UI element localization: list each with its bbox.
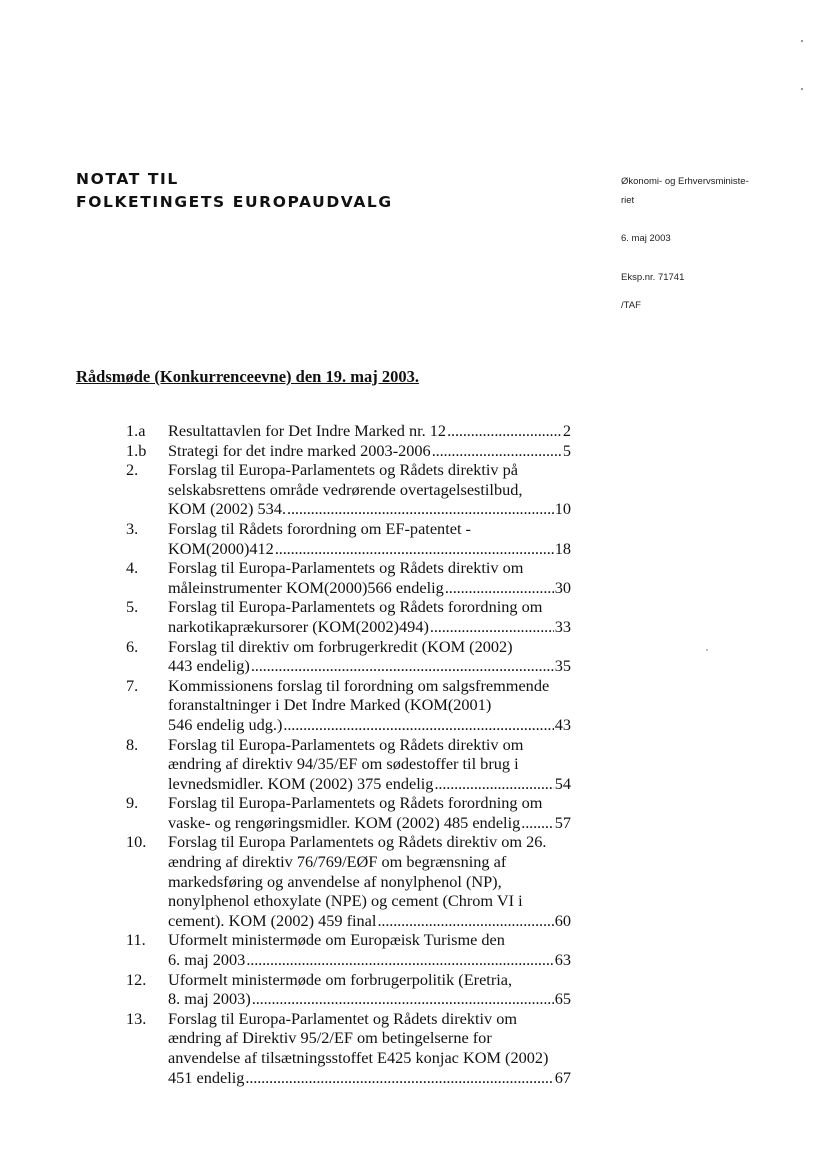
dot-leader <box>377 911 553 931</box>
toc-entry-text: Forslag til Europa-Parlamentet og Rådets direktiv om <box>168 1008 518 1028</box>
toc-entry-number: 12. <box>126 969 147 989</box>
memo-title <box>76 168 393 214</box>
memo-date: 6. maj 2003 <box>621 233 671 244</box>
toc-entry <box>0 970 832 1009</box>
toc-entry-text: Uformelt ministermøde om forbrugerpolitik (Eretria, <box>168 969 513 989</box>
toc-entry-text: narkotikaprækursorer (KOM(2002)494) <box>168 616 429 636</box>
dot-leader <box>447 421 562 441</box>
toc-entry-text: Forslag til direktiv om forbrugerkredit (KOM (2002) <box>168 636 513 656</box>
toc-entry-number: 5. <box>126 597 139 617</box>
dot-leader <box>251 656 554 676</box>
toc-entry-text: Resultattavlen for Det Indre Marked nr. 12 <box>168 421 447 440</box>
toc-entry <box>0 1009 832 1087</box>
toc-entry <box>0 793 832 832</box>
toc-entry <box>0 832 832 930</box>
toc-entry-number: 11. <box>126 930 146 950</box>
toc-page-number: 63 <box>554 950 571 970</box>
toc-entry-number: 9. <box>126 793 139 813</box>
toc-entry-text: KOM (2002) 534. <box>168 499 287 519</box>
case-number: Eksp.nr. 71741 <box>621 272 685 283</box>
toc-entry-text: Forslag til Europa Parlamentets og Rådets direktiv om 26. <box>168 832 547 852</box>
toc-entry-text: Forslag til Europa-Parlamentets og Rådets forordning om <box>168 793 543 813</box>
toc-page-number: 5 <box>562 440 571 460</box>
ministry-line-2: riet <box>621 195 635 206</box>
toc-entry-number: 13. <box>126 1008 147 1028</box>
toc-entry-number: 1.a <box>126 421 146 440</box>
toc-page-number: 30 <box>554 577 571 597</box>
dot-leader <box>283 715 553 735</box>
meeting-heading: Rådsmøde (Konkurrenceevne) den 19. maj 2003. <box>76 367 419 386</box>
scan-speck <box>801 88 803 90</box>
toc-entry-text: Forslag til Rådets forordning om EF-patentet - <box>168 518 471 538</box>
scan-speck <box>801 40 803 42</box>
toc-page-number: 60 <box>554 910 571 930</box>
toc-entry <box>0 460 832 519</box>
table-of-contents <box>0 421 832 1087</box>
dot-leader <box>252 989 554 1009</box>
toc-entry-number: 7. <box>126 675 139 695</box>
toc-entry-number: 1.b <box>126 440 147 460</box>
toc-entry <box>0 676 832 735</box>
toc-entry-text: markedsføring og anvendelse af nonylphenol (NP), <box>168 871 502 891</box>
toc-entry-text: ændring af direktiv 76/769/EØF om begrænsning af <box>168 852 507 872</box>
dot-leader <box>521 813 553 833</box>
memo-title-line-1: NOTAT TIL <box>76 170 179 188</box>
toc-entry-number: 10. <box>126 832 147 852</box>
toc-entry-text: vaske- og rengøringsmidler. KOM (2002) 485 endelig <box>168 812 521 832</box>
toc-entry-text: foranstaltninger i Det Indre Marked (KOM(2001) <box>168 695 492 715</box>
toc-entry-text: KOM(2000)412 <box>168 538 274 558</box>
toc-entry-text: 8. maj 2003) <box>168 989 251 1009</box>
memo-title-line-2: FOLKETINGETS EUROPAUDVALG <box>76 193 393 211</box>
dot-leader <box>287 499 554 519</box>
toc-entry <box>0 441 832 461</box>
toc-page-number: 2 <box>562 421 571 440</box>
toc-entry <box>0 735 832 794</box>
toc-page-number: 57 <box>554 812 571 832</box>
toc-entry <box>0 421 832 441</box>
toc-page-number: 10 <box>554 499 571 519</box>
toc-entry-text: 451 endelig <box>168 1067 245 1087</box>
toc-entry-number: 6. <box>126 636 139 656</box>
toc-entry-text: Forslag til Europa-Parlamentets og Rådets direktiv om <box>168 558 524 578</box>
dot-leader <box>245 1068 553 1088</box>
ministry-line-1: Økonomi- og Erhvervsministe- <box>621 176 749 187</box>
toc-entry-text: anvendelse af tilsætningsstoffet E425 konjac KOM (2002) <box>168 1048 549 1067</box>
toc-entry-text: Kommissionens forslag til forordning om salgsfremmende <box>168 675 550 695</box>
toc-page-number: 54 <box>554 773 571 793</box>
dot-leader <box>432 441 562 461</box>
toc-entry-text: Forslag til Europa-Parlamentets og Rådets direktiv på <box>168 460 518 480</box>
toc-entry-text: Strategi for det indre marked 2003-2006 <box>168 440 431 460</box>
dot-leader <box>445 578 554 598</box>
toc-page-number: 18 <box>554 538 571 558</box>
dot-leader <box>430 617 554 637</box>
toc-entry-text: 546 endelig udg.) <box>168 714 283 734</box>
toc-entry-text: måleinstrumenter KOM(2000)566 endelig <box>168 577 444 597</box>
toc-entry-text: Forslag til Europa-Parlamentets og Rådets forordning om <box>168 597 543 617</box>
toc-entry-number: 3. <box>126 518 139 538</box>
toc-entry-text: 443 endelig) <box>168 656 250 676</box>
toc-entry <box>0 930 832 969</box>
dot-leader <box>275 539 554 559</box>
toc-page-number: 33 <box>554 616 571 636</box>
toc-entry <box>0 558 832 597</box>
toc-entry-text: Forslag til Europa-Parlamentets og Rådets direktiv om <box>168 734 524 754</box>
toc-entry <box>0 597 832 636</box>
toc-page-number: 67 <box>554 1067 571 1087</box>
toc-entry <box>0 519 832 558</box>
toc-page-number: 65 <box>554 989 571 1009</box>
toc-entry-text: selskabsrettens område vedrørende overtagelsestilbud, <box>168 479 523 499</box>
toc-entry-text: 6. maj 2003 <box>168 950 246 970</box>
toc-entry-text: levnedsmidler. KOM (2002) 375 endelig <box>168 773 434 793</box>
toc-entry-text: nonylphenol ethoxylate (NPE) og cement (Chrom VI i <box>168 891 523 911</box>
toc-entry-text: ændring af direktiv 94/35/EF om sødestoffer til brug i <box>168 754 519 774</box>
toc-entry-number: 8. <box>126 734 139 754</box>
toc-page-number: 43 <box>554 714 571 734</box>
scan-speck <box>706 649 708 651</box>
dot-leader <box>246 950 553 970</box>
toc-entry-text: Uformelt ministermøde om Europæisk Turisme den <box>168 930 505 950</box>
toc-entry-number: 4. <box>126 558 139 578</box>
initials: /TAF <box>621 300 641 311</box>
toc-entry-text: cement). KOM (2002) 459 final <box>168 910 377 930</box>
toc-entry-number: 2. <box>126 460 139 480</box>
toc-page-number: 35 <box>554 656 571 676</box>
dot-leader <box>434 774 553 794</box>
toc-entry <box>0 637 832 676</box>
toc-entry-text: ændring af Direktiv 95/2/EF om betingelserne for <box>168 1028 492 1048</box>
